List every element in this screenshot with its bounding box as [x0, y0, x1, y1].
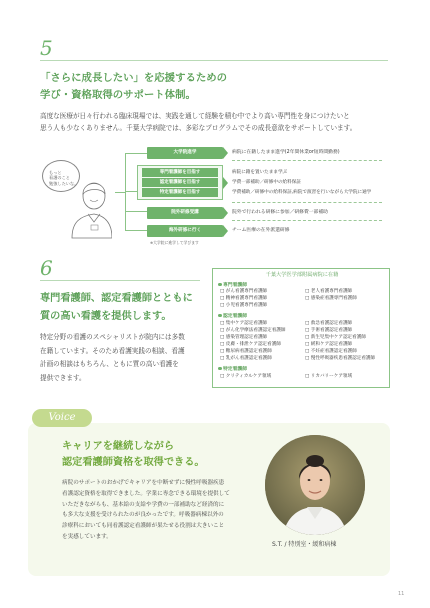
- cert-item: □ 感染症看護専門看護師: [305, 296, 357, 301]
- section-6-divider: [40, 280, 200, 281]
- path-label-graduate-school: 大学院進学: [147, 147, 223, 159]
- bullet-dot-icon: [218, 314, 222, 318]
- bubble-line: もっと: [49, 170, 62, 175]
- arrow-right-icon: [223, 207, 228, 219]
- section-5-heading: [40, 70, 227, 104]
- section-5-divider: [40, 60, 388, 61]
- path-label-overseas-training: 海外研修に行く: [147, 225, 223, 237]
- connector-line: [115, 192, 125, 193]
- heading-line: 専門看護師、認定看護師とともに: [40, 293, 193, 304]
- heading-line: 「さらに成長したい」を応援するための: [40, 72, 228, 84]
- cert-item: □ リカバリーケア領域: [305, 374, 353, 379]
- cert-category-label: 専門看護師: [223, 283, 247, 288]
- connector-line: [125, 153, 147, 154]
- connector-line: [125, 211, 147, 212]
- path-desc: チーム医療の在外派遣研修: [232, 228, 290, 233]
- cert-item: □ 老人看護専門看護師: [305, 289, 353, 294]
- cert-item: □ 小児看護専門看護師: [220, 303, 268, 308]
- section-6-number: 6: [40, 256, 53, 280]
- section-6-heading: [40, 290, 193, 326]
- path-desc: 学費一部補助／研修中の給料保証: [232, 180, 301, 185]
- path-desc: 学費補助／研修中の給料保証,病院で演習を行いながら大学院に通学: [232, 190, 372, 195]
- arrow-right-icon: [223, 225, 228, 237]
- cert-item: □ 糖尿病看護認定看護師: [220, 349, 272, 354]
- cert-item: □ 精神看護専門看護師: [220, 296, 268, 301]
- section-6-body: [40, 331, 185, 385]
- footnote: ※大学院に進学して学びます: [150, 240, 199, 245]
- voice-body: [62, 478, 230, 543]
- staff-portrait-photo: [265, 435, 365, 535]
- arrow-right-icon: [223, 177, 228, 189]
- body-line: 思う人も少なくありません。千葉大学病院では、多彩なプログラムでその成長意欲をサポートしています。: [40, 124, 357, 132]
- heading-line: 認定看護師資格を取得できる。: [62, 457, 205, 468]
- dashed-divider: [232, 160, 382, 161]
- arrow-right-icon: [223, 147, 228, 159]
- path-label-cns: 専門看護師を目指す: [142, 168, 218, 177]
- thought-bubble: [42, 160, 80, 192]
- cert-item: □ 緩和ケア認定看護師: [305, 342, 353, 347]
- cert-item: □ クリティカルケア領域: [220, 374, 272, 379]
- body-line: 在籍しています。そのため看護実践の相談、看護: [40, 346, 185, 355]
- body-line: 高度な医療が日々行われる臨床現場では、実践を通して経験を積む中でより高い専門性を身につけたいと: [40, 112, 350, 120]
- bubble-line: 勉強したいな。: [49, 180, 79, 186]
- heading-line: 質の高い看護を提供します。: [40, 311, 172, 322]
- cert-category-specified: [218, 365, 247, 372]
- body-line: を実感しています。: [62, 533, 112, 540]
- cert-category-label: 特定看護師: [223, 367, 247, 372]
- cert-category-label: 認定看護師: [223, 314, 247, 319]
- cert-item: □ がん化学療法看護認定看護師: [220, 328, 286, 333]
- body-line: いただきながらも、基本給の支給や学費の一部補助など経済的に: [62, 501, 225, 508]
- cert-item: □ 救急看護認定看護師: [305, 321, 353, 326]
- path-desc: 病院に籍を置いたまま学ぶ: [232, 170, 288, 175]
- body-line: も多大な支援を受けられたのが良かったです。呼吸器病棟以外の: [62, 512, 224, 519]
- cert-item: □ 乳がん看護認定看護師: [220, 356, 272, 361]
- bullet-dot-icon: [218, 367, 222, 371]
- heading-line: キャリアを継続しながら: [62, 441, 175, 452]
- cert-item: □ 新生児集中ケア認定看護師: [305, 335, 366, 340]
- connector-line: [125, 230, 147, 231]
- cert-box-title: 千葉大学医学部附属病院に在籍: [265, 272, 339, 278]
- connector-line: [125, 153, 126, 231]
- cert-category-cns: [218, 281, 247, 288]
- cert-category-cn: [218, 312, 247, 319]
- path-desc: 院外で行われる研修に参加／研修費一部補助: [232, 210, 328, 215]
- cert-item: □ 手術看護認定看護師: [305, 328, 353, 333]
- cert-item: □ 感染管理認定看護師: [220, 335, 268, 340]
- path-desc: 病院に在籍したまま進学(2年間休業or短時間勤務): [232, 150, 340, 155]
- dashed-divider: [232, 220, 382, 221]
- section-5-number: 5: [40, 36, 53, 60]
- body-line: 計画の相談はもちろん、ともに質の高い看護を: [40, 360, 179, 368]
- page-number: 11: [398, 591, 405, 597]
- body-line: 提供できます。: [40, 373, 86, 382]
- bubble-line: 看護のこと: [49, 175, 70, 181]
- dashed-divider: [232, 202, 382, 203]
- voice-tab: Voice: [32, 409, 92, 427]
- section-5-body: [40, 110, 356, 134]
- path-label-external-training: 院外研修受講: [147, 207, 223, 219]
- certification-list-box: [212, 268, 390, 388]
- body-line: 特定分野の看護のスペシャリストが院内には多数: [40, 333, 185, 341]
- body-line: 診療科においても同看護認定看護師が果たせる役割は大きいこと: [62, 523, 225, 530]
- cert-item: □ 集中ケア認定看護師: [220, 321, 268, 326]
- heading-line: 学び・資格取得のサポート体制。: [40, 89, 196, 101]
- bullet-dot-icon: [218, 283, 222, 287]
- cert-item: □ 不妊症看護認定看護師: [305, 349, 357, 354]
- body-line: 病院のサポートのおかげでキャリアを中断せずに慢性呼吸器疾患: [62, 480, 225, 486]
- path-label-specified: 特定看護師を目指す: [142, 188, 218, 197]
- voice-heading: [62, 439, 205, 471]
- cert-item: □ 慢性呼吸器疾患看護認定看護師: [305, 356, 376, 361]
- connector-line: [125, 191, 137, 192]
- path-label-cn: 認定看護師を目指す: [142, 178, 218, 187]
- photo-caption: S.T. / 特別室・緩和病棟: [272, 541, 337, 548]
- cert-item: □ がん看護専門看護師: [220, 289, 268, 294]
- body-line: 看護認定資格を取得できました。学業に専念できる環境を提供して: [62, 490, 230, 497]
- cert-item: □ 皮膚・排泄ケア認定看護師: [220, 342, 281, 347]
